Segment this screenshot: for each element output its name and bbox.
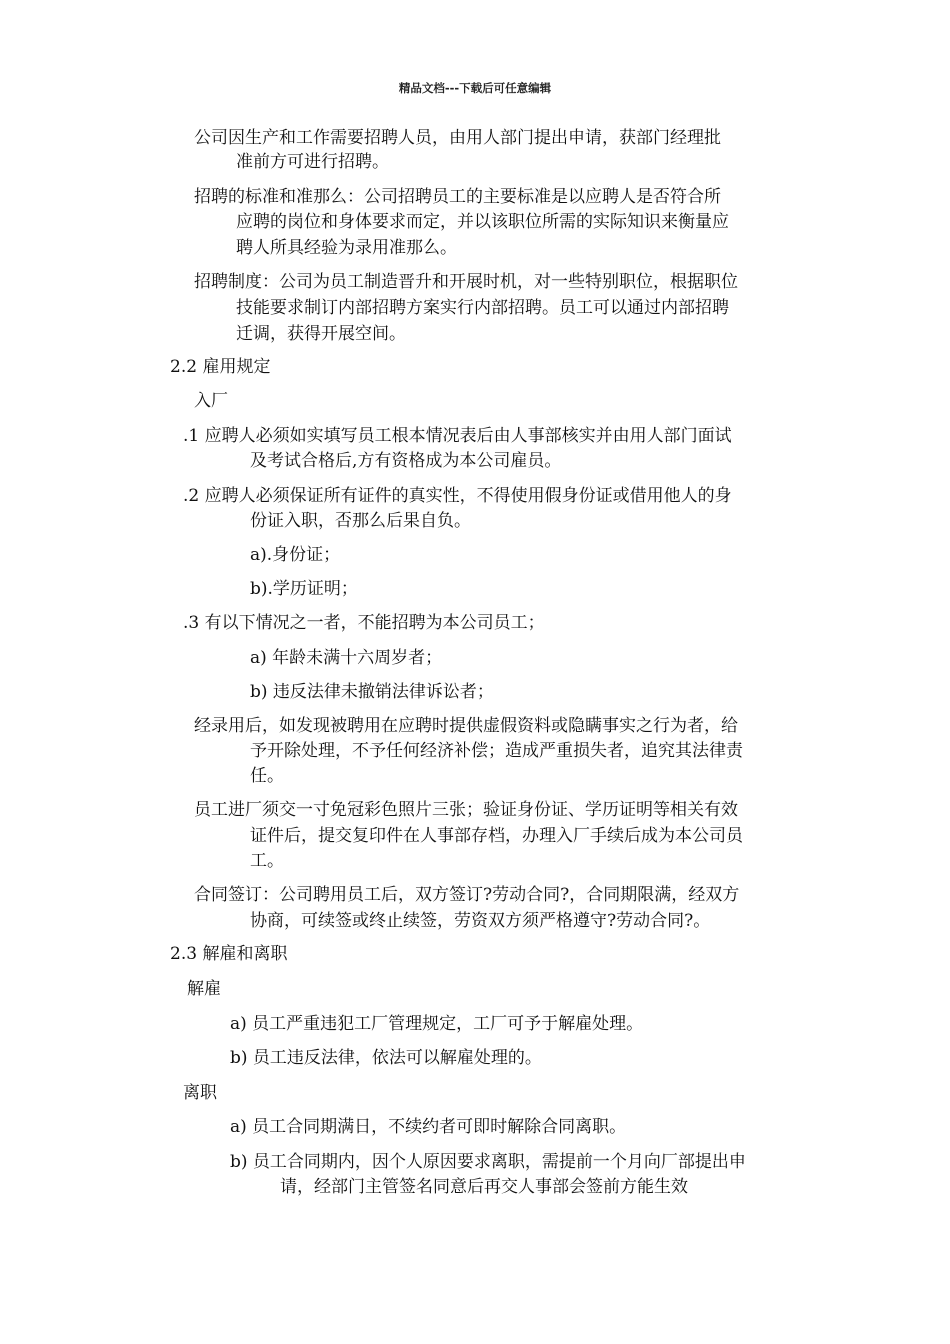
paragraph-line: 迁调，获得开展空间。 xyxy=(236,324,406,344)
paragraph-line: 招聘制度：公司为员工制造晋升和开展时机，对一些特别职位，根据职位 xyxy=(194,272,738,292)
list-item: 请，经部门主管签名同意后再交人事部会签前方能生效 xyxy=(280,1177,688,1197)
paragraph-line: 应聘的岗位和身体要求而定，并以该职位所需的实际知识来衡量应 xyxy=(236,212,729,232)
paragraph-line: 证件后，提交复印件在人事部存档，办理入厂手续后成为本公司员 xyxy=(250,826,743,846)
list-item: 份证入职，否那么后果自负。 xyxy=(250,511,471,531)
paragraph-line: 招聘的标准和准那么：公司招聘员工的主要标准是以应聘人是否符合所 xyxy=(194,187,721,207)
list-item: b) 员工合同期内，因个人原因要求离职，需提前一个月向厂部提出申 xyxy=(230,1152,746,1172)
list-item: b) 员工违反法律，依法可以解雇处理的。 xyxy=(230,1048,542,1068)
list-item: .1 应聘人必须如实填写员工根本情况表后由人事部核实并由用人部门面试 xyxy=(183,426,732,446)
paragraph-line: 员工进厂须交一寸免冠彩色照片三张；验证身份证、学历证明等相关有效 xyxy=(194,800,738,820)
paragraph-line: 公司因生产和工作需要招聘人员，由用人部门提出申请，获部门经理批 xyxy=(194,128,721,148)
list-item: a).身份证； xyxy=(250,545,341,565)
subsection-heading: 离职 xyxy=(183,1083,217,1103)
page-header: 精品文档---下载后可任意编辑 xyxy=(398,81,552,95)
paragraph-line: 任。 xyxy=(250,766,284,786)
list-item: b) 违反法律未撤销法律诉讼者； xyxy=(250,682,494,702)
subsection-heading: 解雇 xyxy=(187,979,221,999)
paragraph-line: 准前方可进行招聘。 xyxy=(236,152,389,172)
paragraph-line: 经录用后，如发现被聘用在应聘时提供虚假资料或隐瞒事实之行为者，给 xyxy=(194,716,738,736)
list-item: b).学历证明； xyxy=(250,579,358,599)
paragraph-line: 予开除处理，不予任何经济补偿；造成严重损失者，追究其法律责 xyxy=(250,741,743,761)
paragraph-line: 聘人所具经验为录用准那么。 xyxy=(236,238,457,258)
paragraph-line: 工。 xyxy=(250,851,284,871)
section-heading: 2.2 雇用规定 xyxy=(170,357,271,377)
section-heading: 2.3 解雇和离职 xyxy=(170,944,288,964)
subsection-heading: 入厂 xyxy=(194,391,228,411)
list-item: 及考试合格后,方有资格成为本公司雇员。 xyxy=(250,451,562,471)
list-item: .3 有以下情况之一者，不能招聘为本公司员工； xyxy=(183,613,545,633)
list-item: a) 员工严重违犯工厂管理规定，工厂可予于解雇处理。 xyxy=(230,1014,644,1034)
paragraph-line: 协商，可续签或终止续签，劳资双方须严格遵守?劳动合同?。 xyxy=(250,911,711,931)
list-item: .2 应聘人必须保证所有证件的真实性，不得使用假身份证或借用他人的身 xyxy=(183,486,732,506)
paragraph-line: 技能要求制订内部招聘方案实行内部招聘。员工可以通过内部招聘 xyxy=(236,298,729,318)
list-item: a) 员工合同期满日，不续约者可即时解除合同离职。 xyxy=(230,1117,627,1137)
paragraph-line: 合同签订：公司聘用员工后，双方签订?劳动合同?，合同期限满，经双方 xyxy=(194,885,740,905)
list-item: a) 年龄未满十六周岁者； xyxy=(250,648,443,668)
